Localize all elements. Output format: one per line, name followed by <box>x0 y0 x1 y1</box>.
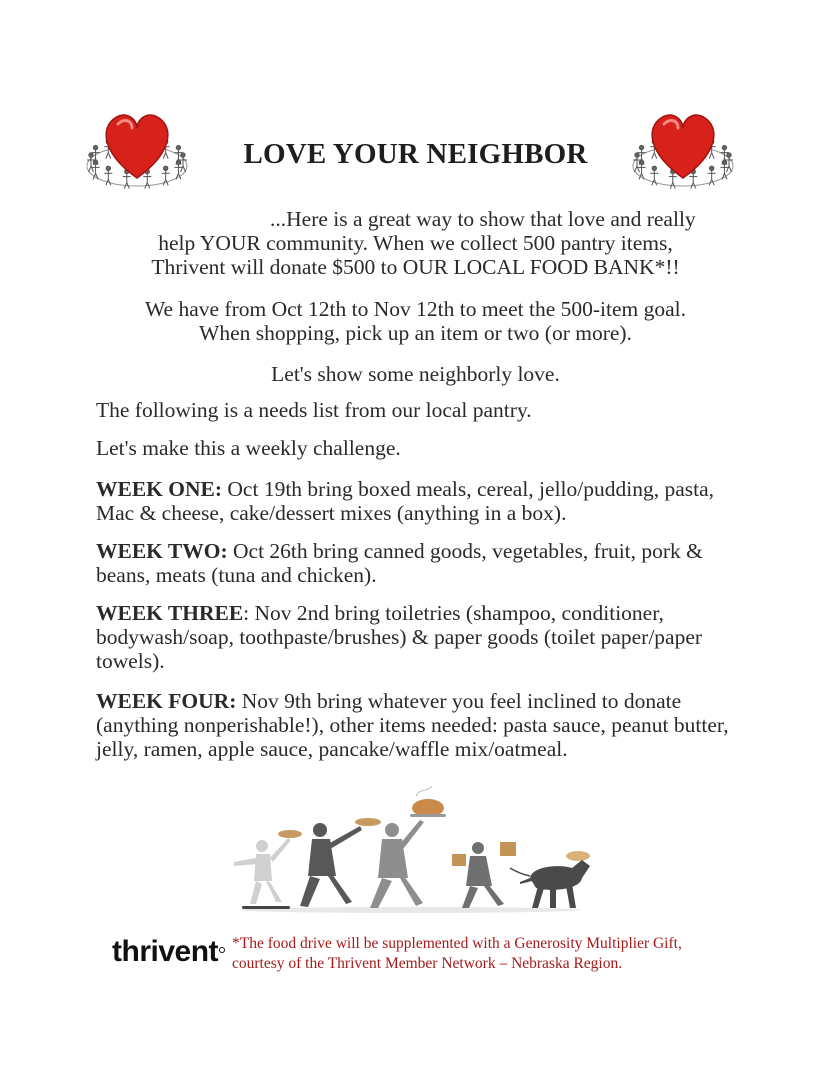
dog-figure <box>510 851 590 908</box>
person-3-figure <box>370 786 446 908</box>
intro-line-1: ...Here is a great way to show that love and really <box>270 207 696 231</box>
week-one-paragraph <box>96 477 756 525</box>
challenge-line: Let's make this a weekly challenge. <box>96 436 401 460</box>
week-two-label: WEEK TWO: <box>96 539 228 563</box>
needs-line: The following is a needs list from our local pantry. <box>96 398 532 422</box>
week-four-label: WEEK FOUR: <box>96 689 237 713</box>
page-title: LOVE YOUR NEIGHBOR <box>243 138 588 170</box>
intro-paragraph <box>0 207 831 279</box>
week-four-text: Nov 9th bring whatever you feel inclined to donate (anything nonperishable!), other items needed: pasta sauce, peanut butter, jelly, ramen, apple sauce, pancake/waffle mix/oatmeal. <box>96 689 729 761</box>
week-four-paragraph <box>96 689 756 761</box>
person-1-figure <box>234 830 302 909</box>
intro-line-2: help YOUR community. When we collect 500 pantry items, <box>158 231 673 255</box>
thrivent-mark-icon <box>219 947 225 953</box>
week-three-label: WEEK THREE <box>96 601 244 625</box>
week-one-label: WEEK ONE: <box>96 477 223 501</box>
intro-line-3: Thrivent will donate $500 to OUR LOCAL FOOD BANK*!! <box>151 255 680 279</box>
thrivent-logo-text: thrivent <box>112 935 219 968</box>
week-two-paragraph <box>96 539 756 587</box>
week-three-paragraph <box>96 601 756 673</box>
love-line: Let's show some neighborly love. <box>271 362 560 386</box>
week-one-text: Oct 19th bring boxed meals, cereal, jello/pudding, pasta, Mac & cheese, cake/dessert mixes (anything in a box). <box>96 477 715 525</box>
person-4-figure <box>452 842 516 908</box>
week-two-text: Oct 26th bring canned goods, vegetables, fruit, pork & beans, meats (tuna and chicken). <box>96 539 703 587</box>
thrivent-logo <box>112 935 225 971</box>
footnote <box>232 934 732 974</box>
footnote-line-2: courtesy of the Thrivent Member Network – Nebraska Region. <box>232 955 623 972</box>
dates-line-1: We have from Oct 12th to Nov 12th to meet the 500-item goal. <box>144 297 687 321</box>
footnote-line-1: *The food drive will be supplemented with a Generosity Multiplier Gift, <box>232 935 682 952</box>
person-2-figure <box>300 818 381 907</box>
dates-paragraph <box>0 297 831 345</box>
people-carrying-food-illustration <box>220 786 610 916</box>
dates-line-2: When shopping, pick up an item or two (or more). <box>199 321 632 345</box>
week-three-text: : Nov 2nd bring toiletries (shampoo, conditioner, bodywash/soap, toothpaste/brushes) & paper goods (toilet paper/paper towels). <box>96 601 703 673</box>
